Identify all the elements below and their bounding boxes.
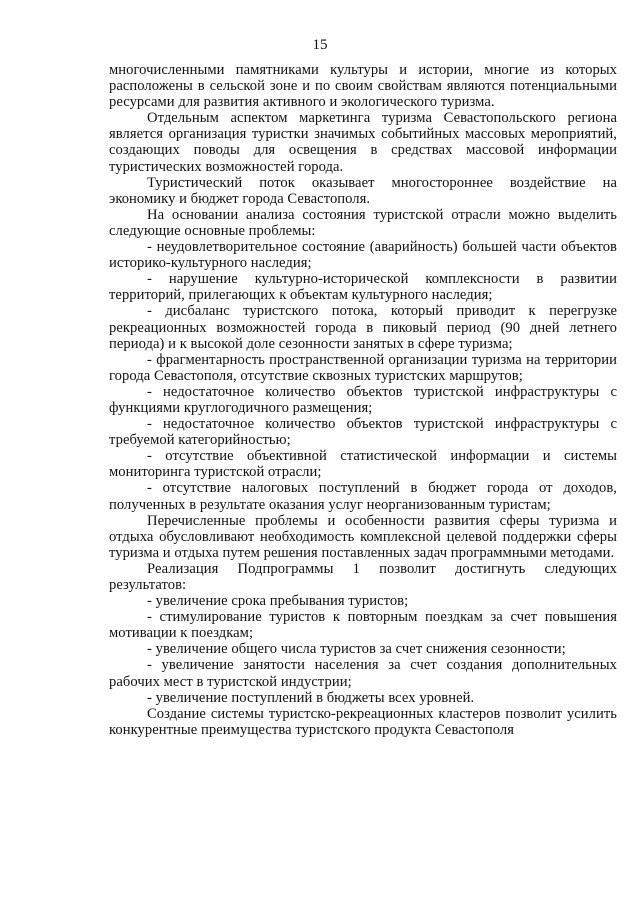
document-body xyxy=(109,62,617,738)
paragraph-continuation: многочисленными памятниками культуры и истории, многие из которых расположены в сельской зоне и по своим свойствам являются потенциальными ресурсами для развития активного и экологического туризма. xyxy=(109,62,617,111)
problem-list-item: - отсутствие налоговых поступлений в бюджет города от доходов, полученных в результате оказания услуг неорганизованным туристам; xyxy=(109,480,617,513)
problem-list-item: - отсутствие объективной статистической информации и системы мониторинга туристской отрасли; xyxy=(109,448,617,481)
paragraph: На основании анализа состояния туристской отрасли можно выделить следующие основные проблемы: xyxy=(109,206,617,239)
problem-list-item: - неудовлетворительное состояние (аварийность) большей части объектов историко-культурного наследия; xyxy=(109,239,617,272)
result-list-item: - увеличение общего числа туристов за счет снижения сезонности; xyxy=(147,641,566,658)
result-list-item: - увеличение поступлений в бюджеты всех уровней. xyxy=(147,689,475,706)
result-list-item: - увеличение срока пребывания туристов; xyxy=(147,593,409,610)
paragraph: Отдельным аспектом маркетинга туризма Севастопольского региона является организация туристки значимых событийных массовых мероприятий, создающих поводы для освещения в средствах массовой информации туристических возможностей города. xyxy=(109,110,617,175)
problem-list-item: - нарушение культурно-исторической комплексности в развитии территорий, прилегающих к объектам культурного наследия; xyxy=(109,271,617,304)
problem-list-item: - недостаточное количество объектов туристской инфраструктуры с функциями круглогодичного размещения; xyxy=(109,383,617,416)
page-number: 15 xyxy=(312,37,328,53)
paragraph: Создание системы туристско-рекреационных кластеров позволит усилить конкурентные преимущества туристского продукта Севастополя xyxy=(109,705,617,738)
paragraph: Реализация Подпрограммы 1 позволит достигнуть следующих результатов: xyxy=(109,560,617,593)
problem-list-item: - недостаточное количество объектов туристской инфраструктуры с требуемой категорийностью; xyxy=(109,416,617,449)
result-list-item: - увеличение занятости населения за счет создания дополнительных рабочих мест в туристской индустрии; xyxy=(109,657,617,690)
result-list-item: - стимулирование туристов к повторным поездкам за счет повышения мотивации к поездкам; xyxy=(109,609,617,642)
paragraph: Туристический поток оказывает многостороннее воздействие на экономику и бюджет города Севастополя. xyxy=(109,174,617,207)
problem-list-item: - дисбаланс туристского потока, который приводит к перегрузке рекреационных возможностей города в пиковый период (90 дней летнего периода) и к высокой доле сезонности занятых в сфере туризма; xyxy=(109,303,617,352)
paragraph: Перечисленные проблемы и особенности развития сферы туризма и отдыха обусловливают необходимость комплексной целевой поддержки сферы туризма и отдыха путем решения поставленных задач программными методами. xyxy=(109,512,617,561)
problem-list-item: - фрагментарность пространственной организации туризма на территории города Севастополя, отсутствие сквозных туристских маршрутов; xyxy=(109,351,617,384)
